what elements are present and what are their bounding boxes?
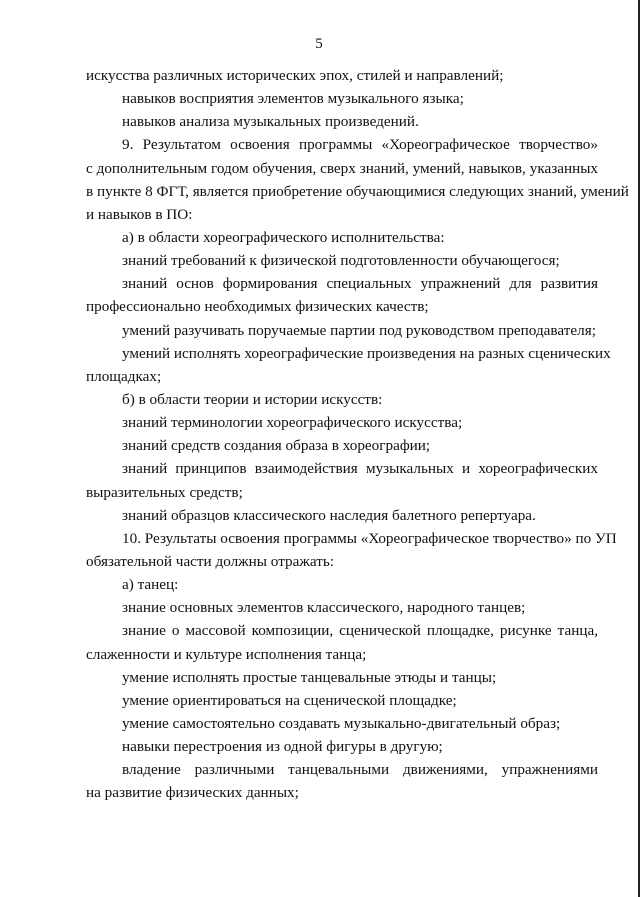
text-line: знаний терминологии хореографического искусства; [122,414,463,432]
text-line: площадках; [86,367,162,385]
text-line: знаний средств создания образа в хореографии; [122,437,431,455]
text-line: знаний принципов взаимодействия музыкальных и хореографических [122,460,598,478]
text-line: на развитие физических данных; [86,784,299,802]
text-line: навыков восприятия элементов музыкального языка; [122,90,464,108]
text-line: знание основных элементов классического, народного танцев; [122,599,526,617]
text-line: владение различными танцевальными движениями, упражнениями [122,761,598,779]
text-line: знание о массовой композиции, сценической площадке, рисунке танца, [122,622,598,640]
text-line: профессионально необходимых физических качеств; [86,298,429,316]
text-line: 10. Результаты освоения программы «Хореографическое творчество» по УП [122,529,617,547]
text-line: умение исполнять простые танцевальные этюды и танцы; [122,668,497,686]
text-line: навыков анализа музыкальных произведений. [122,113,419,131]
text-line: б) в области теории и истории искусств: [122,390,383,408]
text-line: в пункте 8 ФГТ, является приобретение обучающимися следующих знаний, умений [86,182,629,200]
text-line: умений исполнять хореографические произведения на разных сценических [122,344,611,362]
text-line: знаний образцов классического наследия балетного репертуара. [122,506,536,524]
text-line: выразительных средств; [86,483,243,501]
text-line: и навыков в ПО: [86,205,193,223]
text-line: 9. Результатом освоения программы «Хореографическое творчество» [122,136,598,154]
text-line: обязательной части должны отражать: [86,552,334,570]
text-line: знаний требований к физической подготовленности обучающегося; [122,252,560,270]
text-line: навыки перестроения из одной фигуры в другую; [122,738,443,756]
text-line: знаний основ формирования специальных упражнений для развития [122,275,598,293]
text-line: искусства различных исторических эпох, стилей и направлений; [86,67,504,84]
text-line: слаженности и культуре исполнения танца; [86,645,367,663]
text-line: с дополнительным годом обучения, сверх знаний, умений, навыков, указанных [86,159,598,177]
text-line: умение ориентироваться на сценической площадке; [122,691,457,709]
text-line: а) танец: [122,576,179,594]
text-line: умений разучивать поручаемые партии под руководством преподавателя; [122,321,596,339]
text-line: а) в области хореографического исполнительства: [122,228,445,246]
document-body [86,64,629,805]
text-line: умение самостоятельно создавать музыкально-двигательный образ; [122,714,561,732]
page-number: 5 [315,36,323,52]
